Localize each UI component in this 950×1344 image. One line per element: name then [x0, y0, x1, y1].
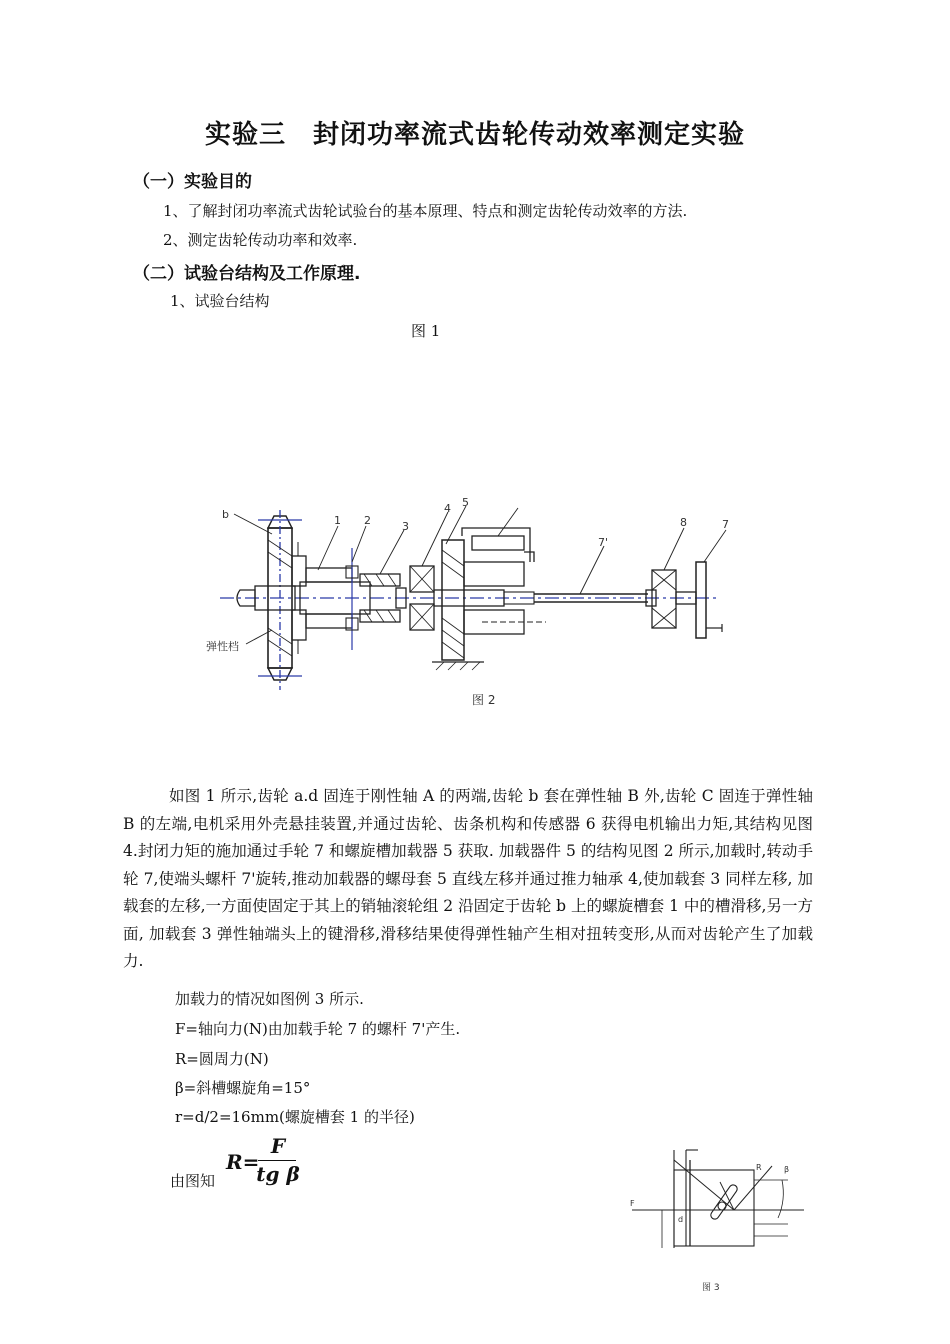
purpose-item-2: 2、测定齿轮传动功率和效率.	[163, 231, 358, 249]
figure-3-caption: 图 3	[702, 1283, 720, 1293]
figure-2-caption: 图 2	[472, 693, 496, 707]
label-8: 8	[680, 516, 687, 529]
section-heading-structure: （二）试验台结构及工作原理.	[133, 264, 361, 284]
formula-denominator: tg β	[256, 1162, 300, 1186]
fraction-bar	[258, 1160, 296, 1161]
page-title: 实验三 封闭功率流式齿轮传动效率测定实验	[204, 120, 745, 150]
structure-subheading: 1、试验台结构	[170, 292, 270, 310]
label-3: 3	[402, 520, 409, 533]
purpose-item-1: 1、了解封闭功率流式齿轮试验台的基本原理、特点和测定齿轮传动效率的方法.	[163, 202, 688, 220]
label-1: 1	[334, 514, 341, 527]
load-line-2: F=轴向力(N)由加载手轮 7 的螺杆 7'产生.	[175, 1020, 461, 1038]
body-paragraph: 如图 1 所示,齿轮 a.d 固连于刚性轴 A 的两端,齿轮 b 套在弹性轴 B 外,齿轮 C 固连于弹性轴 B 的左端,电机采用外壳悬挂装置,并通过齿轮、齿条机构和传感器 6 获得电机输出力矩,其结构见图 4.封闭力矩的施加通过手轮 7 和螺旋槽加载器 5 获取. 加载器件 5 的结构见图 2 所示,加载时,转动手轮 7,使端头螺杆 7'旋转,推动加载器的螺母套 5 直线左移并通过推力轴承 4,使加载套 3 同样左移, 加载套的左移,一方面使固定于其上的销轴滚轮组 2 沿固定于齿轮 b 上的螺旋槽套 1 中的槽滑移,另一方面, 加载套 3 弹性轴端头上的键滑移,滑移结果使得弹性轴产生相对扭转变形,从而对齿轮产生了加载力.	[123, 787, 813, 970]
label-5: 5	[462, 496, 469, 509]
load-line-3: R=圆周力(N)	[175, 1050, 269, 1068]
label-spring-stop: 弹性档	[206, 640, 239, 653]
fig3-label-R: R	[756, 1163, 762, 1172]
load-line-5: r=d/2=16mm(螺旋槽套 1 的半径)	[175, 1108, 415, 1126]
section-heading-purpose: （一）实验目的	[133, 172, 252, 192]
load-line-4: β=斜槽螺旋角=15°	[175, 1079, 311, 1097]
formula-prefix: 由图知	[170, 1172, 216, 1190]
fig3-label-d: d	[678, 1215, 684, 1224]
label-7: 7	[722, 518, 729, 531]
figure-1-caption: 图 1	[411, 322, 441, 340]
label-2: 2	[364, 514, 371, 527]
formula-lhs: R=	[226, 1150, 260, 1174]
figure-3-force-diagram	[624, 1140, 814, 1310]
label-b: b	[222, 508, 229, 521]
label-4: 4	[444, 502, 451, 515]
fig3-label-beta: β	[784, 1165, 790, 1174]
load-line-1: 加载力的情况如图例 3 所示.	[175, 990, 364, 1008]
label-7prime: 7'	[598, 536, 609, 549]
formula-numerator: F	[270, 1134, 286, 1158]
fig3-label-F: F	[630, 1199, 635, 1208]
figure-2-mechanism-drawing	[200, 490, 740, 720]
